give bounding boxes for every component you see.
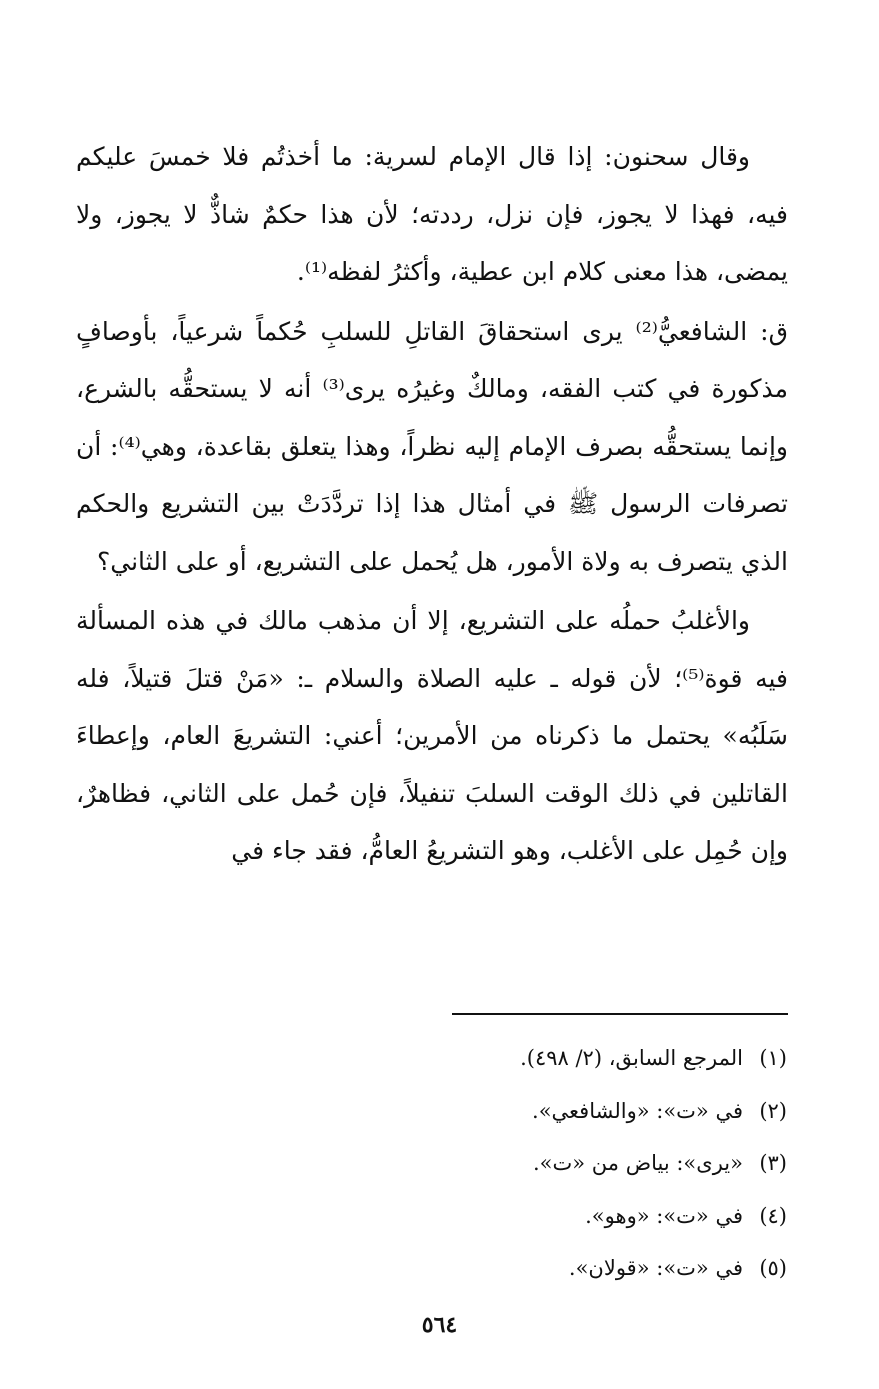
footnote-separator <box>452 1013 788 1015</box>
footnote-text: المرجع السابق، (٢/ ٤٩٨). <box>520 1046 743 1070</box>
footnote-4 <box>300 1190 787 1243</box>
paragraph-1: وقال سحنون: إذا قال الإمام لسرية: ما أخذتُم فلا خمسَ عليكم فيه، فهذا لا يجوز، فإن نزل، رددته؛ لأن هذا حكمٌ شاذٌّ لا يجوز، ولا يمضى، هذا معنى كلام ابن عطية، وأكثرُ لفظه⁽¹⁾. <box>76 142 788 286</box>
footnotes-list <box>300 1032 787 1295</box>
footnote-1 <box>300 1032 787 1085</box>
main-text <box>76 128 788 880</box>
footnote-number: (٤) <box>759 1203 787 1228</box>
footnote-number: (٢) <box>759 1098 787 1123</box>
footnote-text: في «ت»: «وهو». <box>585 1203 743 1228</box>
footnote-number: (٣) <box>759 1151 787 1175</box>
footnote-number: (١) <box>759 1046 787 1070</box>
footnote-text: في «ت»: «قولان». <box>568 1256 743 1280</box>
page-number: ٥٦٤ <box>421 1312 458 1338</box>
footnote-2 <box>300 1085 787 1138</box>
footnote-text: «يرى»: بياض من «ت». <box>532 1151 743 1175</box>
footnote-text: في «ت»: «والشافعي». <box>532 1098 743 1123</box>
paragraph-2: ق: الشافعيُّ⁽²⁾ يرى استحقاقَ القاتلِ للسلبِ حُكماً شرعياً، بأوصافٍ مذكورة في كتب الفقه، ومالكٌ وغيرُه يرى⁽³⁾ أنه لا يستحقُّه بالشرع، وإنما يستحقُّه بصرف الإمام إليه نظراً، وهذا يتعلق بقاعدة، وهي⁽⁴⁾: أن تصرفات الرسول ﷺ في أمثال هذا إذا تردَّدَتْ بين التشريع والحكم الذي يتصرف به ولاة الأمور، هل يُحمل على التشريع، أو على الثاني؟ <box>76 316 788 576</box>
paragraph-3: والأغلبُ حملُه على التشريع، إلا أن مذهب مالك في هذه المسألة فيه قوة⁽⁵⁾؛ لأن قوله ـ عليه الصلاة والسلام ـ: «مَنْ قتلَ قتيلاً، فله سَلَبُه» يحتمل ما ذكرناه من الأمرين؛ أعني: التشريعَ العام، وإعطاءَ القاتلين في ذلك الوقت السلبَ تنفيلاً، فإن حُمل على الثاني، فظاهرٌ، وإن حُمِل على الأغلب، وهو التشريعُ العامُّ، فقد جاء في <box>76 606 789 865</box>
footnote-number: (٥) <box>759 1256 787 1280</box>
footnote-5 <box>300 1242 787 1295</box>
footnote-3 <box>300 1137 787 1190</box>
